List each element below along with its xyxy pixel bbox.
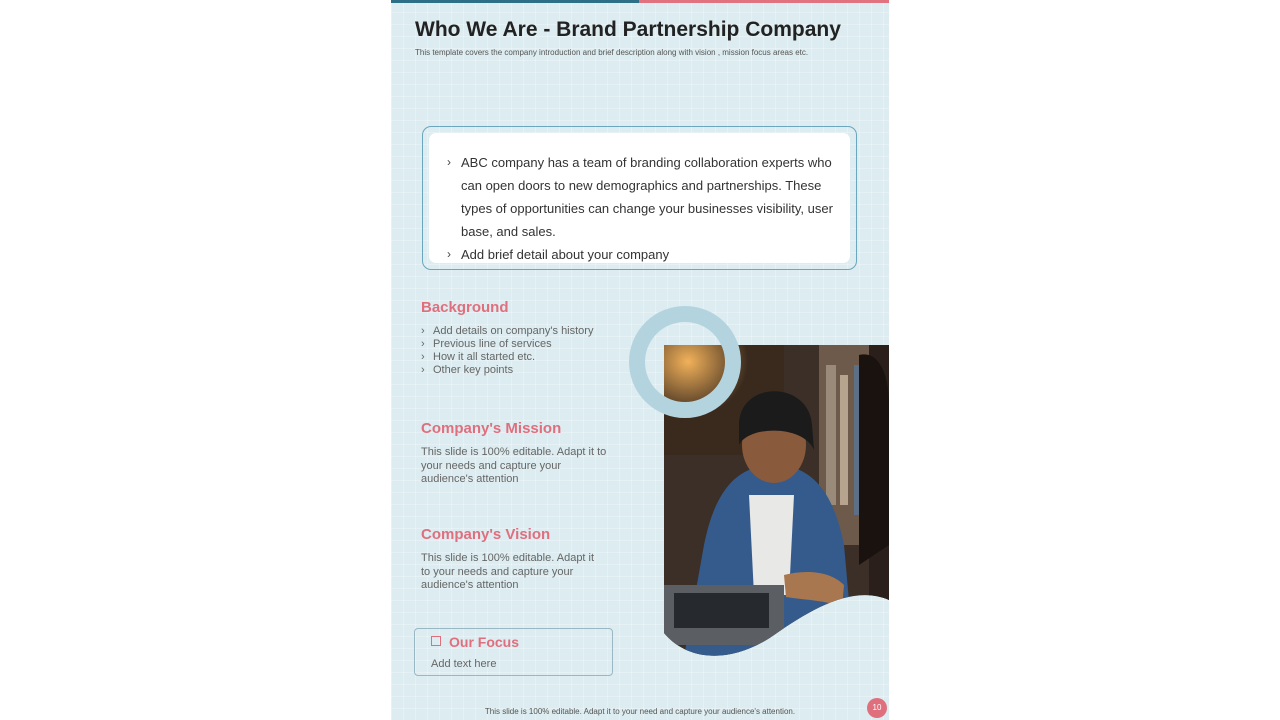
background-list xyxy=(421,325,593,377)
intro-list xyxy=(447,151,837,266)
mission-text: This slide is 100% editable. Adapt it to your needs and capture your audience's attention xyxy=(421,446,607,485)
list-item: › How it all started etc. xyxy=(421,351,536,363)
vision-title: Company's Vision xyxy=(421,526,551,543)
decorative-ring xyxy=(629,306,741,418)
focus-box xyxy=(414,628,613,676)
checkbox-icon xyxy=(431,636,441,646)
chevron-right-icon: › xyxy=(421,364,425,376)
page-number-badge: 10 xyxy=(867,698,887,718)
focus-text: Add text here xyxy=(431,658,497,670)
footer-text: This slide is 100% editable. Adapt it to your need and capture your audience's attention. xyxy=(484,707,796,716)
chevron-right-icon: › xyxy=(421,351,425,363)
list-item: › Previous line of services xyxy=(421,338,552,350)
focus-title: Our Focus xyxy=(449,634,520,650)
list-item: › Other key points xyxy=(421,364,514,376)
background-title: Background xyxy=(421,299,509,316)
intro-box xyxy=(422,126,857,270)
list-item: › ABC company has a team of branding collaboration experts who can open doors to new demographics and partnerships. These types of opportunities can change your businesses visibility, user base, and sales. xyxy=(447,151,837,243)
chevron-right-icon: › xyxy=(447,155,451,169)
mission-title: Company's Mission xyxy=(421,420,562,437)
page-subtitle: This template covers the company introduction and brief description along with vision , mission focus areas etc. xyxy=(415,48,809,57)
page-title: Who We Are - Brand Partnership Company xyxy=(415,18,841,41)
document-page xyxy=(391,0,889,720)
chevron-right-icon: › xyxy=(421,338,425,350)
chevron-right-icon: › xyxy=(447,247,451,261)
list-item: › Add details on company's history xyxy=(421,325,594,337)
chevron-right-icon: › xyxy=(421,325,425,337)
vision-text: This slide is 100% editable. Adapt it to your needs and capture your audience's attention xyxy=(421,552,595,591)
top-accent-bar xyxy=(391,0,889,3)
list-item: › Add brief detail about your company xyxy=(447,243,837,266)
